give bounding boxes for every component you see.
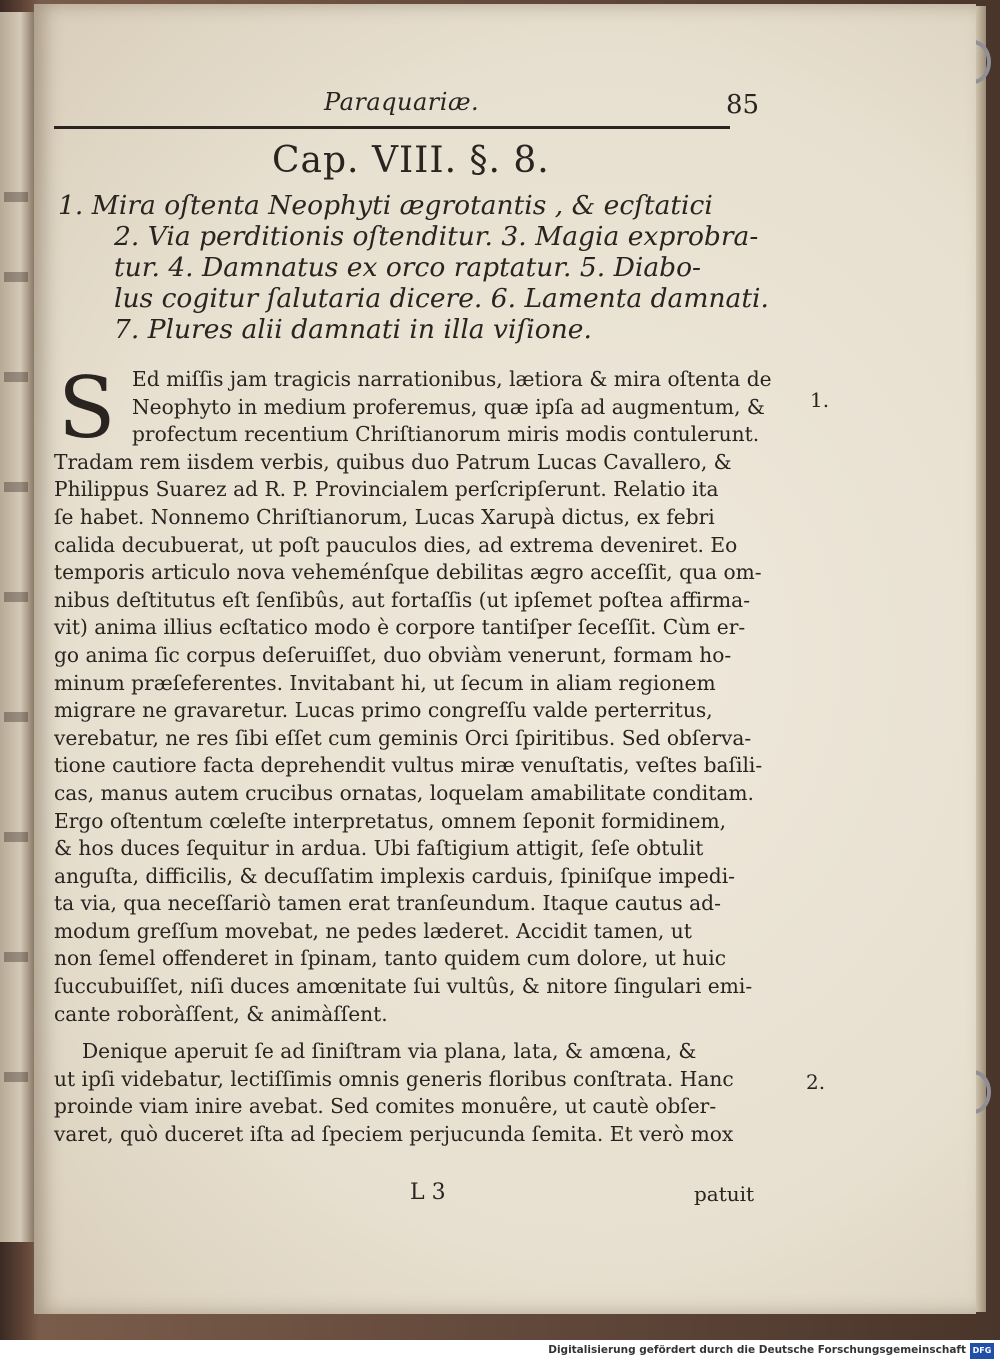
text-line: Denique aperuit ſe ad ſiniſtram via plana, lata, & amœna, &: [82, 1039, 697, 1064]
text-line: vit) anima illius ecſtatico modo è corpore tantiſper ſeceſſit. Cùm er-: [54, 615, 746, 640]
facing-page-text-fragment: [4, 712, 28, 722]
signature-mark: L 3: [410, 1180, 446, 1205]
facing-page-fragment: [0, 12, 35, 1242]
text-line: varet, quò duceret iſta ad ſpeciem perjucunda ſemita. Et verò mox: [54, 1122, 734, 1147]
funding-credit: Digitalisierung gefördert durch die Deutsche Forschungsgemeinschaft: [548, 1344, 966, 1356]
summary-line: tur. 4. Damnatus ex orco raptatur. 5. Diabo-: [114, 252, 701, 283]
text-line: cas, manus autem crucibus ornatas, loquelam amabilitate conditam.: [54, 780, 754, 805]
summary-line: 7. Plures alii damnati in illa viſione.: [114, 314, 592, 345]
catchword: patuit: [694, 1182, 755, 1206]
text-line: Ergo oſtentum cœleſte interpretatus, omnem ſeponit formidinem,: [54, 808, 727, 833]
summary-line: lus cogitur ſalutaria dicere. 6. Lamenta damnati.: [114, 283, 769, 314]
text-line: tione cautiore facta deprehendit vultus miræ venuſtatis, veſtes baſili-: [54, 753, 763, 778]
chapter-heading: Cap. VIII. §. 8.: [272, 140, 550, 181]
dfg-logo: DFG: [970, 1343, 994, 1359]
text-line: profectum recentium Chriſtianorum miris modis contulerunt.: [132, 422, 760, 447]
facing-page-text-fragment: [4, 192, 28, 202]
text-line: anguſta, difficilis, & decuſſatim implexis carduis, ſpiniſque impedi-: [54, 863, 735, 888]
book-page: [34, 4, 976, 1314]
page-number: 85: [726, 90, 760, 120]
marginal-number: 1.: [810, 388, 830, 412]
text-line: Tradam rem iisdem verbis, quibus duo Patrum Lucas Cavallero, &: [54, 449, 732, 474]
text-line: ſuccubuiſſet, niſi duces amœnitate ſui vultûs, & nitore ſingulari emi-: [54, 974, 753, 999]
text-line: migrare ne gravaretur. Lucas primo congreſſu valde perterritus,: [54, 698, 713, 723]
text-line: ſe habet. Nonnemo Chriſtianorum, Lucas Xarupà dictus, ex febri: [54, 504, 715, 529]
text-line: verebatur, ne res ſibi eſſet cum geminis Orci ſpiritibus. Sed obſerva-: [54, 725, 752, 750]
facing-page-text-fragment: [4, 832, 28, 842]
text-line: nibus deſtitutus eſt ſenſibûs, aut fortaſſis (ut ipſemet poſtea affirma-: [54, 587, 751, 612]
facing-page-text-fragment: [4, 592, 28, 602]
page-header: [34, 88, 976, 128]
text-line: calida decubuerat, ut poſt pauculos dies, ad extrema deveniret. Eo: [54, 532, 738, 557]
paragraph-2: [54, 1038, 799, 1148]
header-rule: [54, 126, 730, 129]
text-line: Philippus Suarez ad R. P. Provincialem perſcripſerunt. Relatio ita: [54, 477, 719, 502]
running-title: Paraquariæ.: [324, 88, 480, 116]
footer-bar: [0, 1340, 1000, 1364]
facing-page-text-fragment: [4, 372, 28, 382]
facing-page-text-fragment: [4, 482, 28, 492]
text-line: ut ipſi videbatur, lectiſſimis omnis generis floribus conſtrata. Hanc: [54, 1066, 734, 1091]
marginal-number: 2.: [806, 1070, 826, 1094]
text-line: proinde viam inire avebat. Sed comites monuêre, ut cautè obſer-: [54, 1094, 717, 1119]
body-text: [54, 359, 799, 1149]
text-line: go anima ſic corpus deſeruiſſet, duo obviàm venerunt, formam ho-: [54, 642, 732, 667]
text-line: temporis articulo nova veheménſque debilitas ægro acceſſit, qua om-: [54, 560, 762, 585]
text-line: cante roboràſſent, & animàſſent.: [54, 1001, 388, 1026]
facing-page-text-fragment: [4, 1072, 28, 1082]
text-line: modum greſſum movebat, ne pedes læderet. Accidit tamen, ut: [54, 918, 692, 943]
page-edge: [976, 6, 986, 1312]
text-line: Neophyto in medium proferemus, quæ ipſa ad augmentum, &: [132, 394, 765, 419]
summary-line: 1. Mira oſtenta Neophyti ægrotantis , & ecſtatici: [58, 190, 713, 221]
text-line: ta via, qua neceſſariò tamen erat tranſeundum. Itaque cautus ad-: [54, 891, 721, 916]
drop-cap: S: [58, 359, 116, 457]
facing-page-text-fragment: [4, 952, 28, 962]
text-line: Ed miſſis jam tragicis narrationibus, lætiora & mira oſtenta de: [132, 367, 772, 391]
paragraph-1: [54, 359, 799, 1028]
summary-line: 2. Via perditionis oſtenditur. 3. Magia exprobra-: [114, 221, 759, 252]
text-line: minum præſeferentes. Invitabant hi, ut ſecum in aliam regionem: [54, 670, 716, 695]
chapter-summary: [58, 190, 798, 345]
text-line: & hos duces ſequitur in ardua. Ubi faſtigium attigit, ſeſe obtulit: [54, 836, 704, 861]
text-line: non ſemel offenderet in ſpinam, tanto quidem cum dolore, ut huic: [54, 946, 727, 971]
facing-page-text-fragment: [4, 272, 28, 282]
